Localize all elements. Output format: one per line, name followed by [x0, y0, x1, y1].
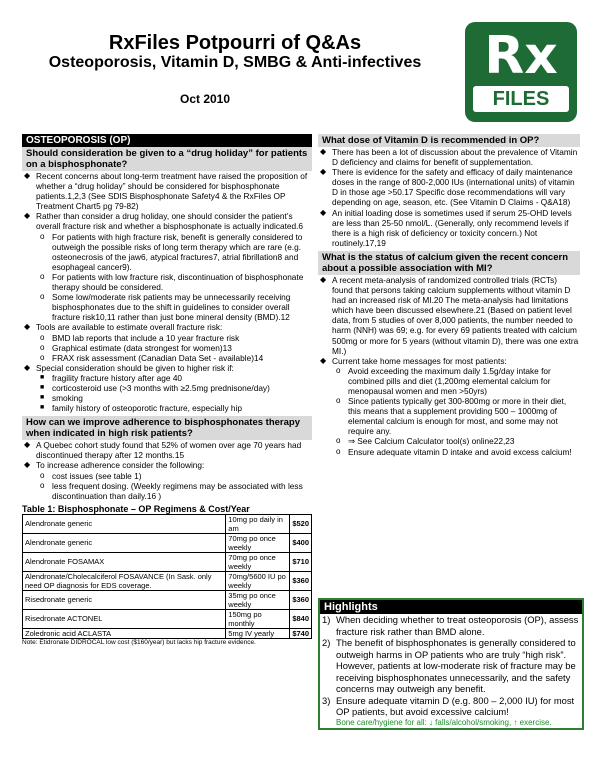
- table-row: [23, 628, 312, 638]
- highlights-box: [318, 598, 584, 730]
- highlights-heading: Highlights: [320, 600, 582, 614]
- table-cell-regimen: 35mg po once weekly: [226, 590, 290, 609]
- drug-holiday-list: [22, 171, 312, 413]
- highlight-item: [320, 637, 582, 695]
- left-column: [22, 134, 312, 646]
- highlight-text: When deciding whether to treat osteoporosis (OP), assess fracture risk rather than BMD alone.: [336, 614, 579, 637]
- list-item: ◆ Rather than consider a drug holiday, one should consider the patient’s overall fracture risk and whether a bisphosphonate is actually indicated.6: [22, 211, 312, 231]
- highlight-number: 2): [322, 637, 331, 648]
- table-cell-cost: $360: [290, 590, 312, 609]
- list-item: o ⇒ See Calcium Calculator tool(s) online22,23: [318, 436, 580, 446]
- table-cell-drug: Zoledronic acid ACLASTA: [23, 628, 226, 638]
- table-caption: Table 1: Bisphosphonate – OP Regimens & Cost/Year: [22, 503, 250, 514]
- adherence-list: [22, 440, 312, 501]
- list-item: ■ smoking: [22, 393, 312, 403]
- highlight-number: 3): [322, 694, 331, 706]
- section-heading-osteoporosis: OSTEOPOROSIS (OP): [22, 134, 312, 147]
- list-item: ◆ Special consideration should be given to higher risk if:: [22, 363, 312, 373]
- logo-rx-text: Rx: [484, 26, 558, 86]
- list-item: ◆ Current take home messages for most patients:: [318, 356, 580, 366]
- vitamin-d-list: [318, 147, 580, 248]
- list-item: ◆ A recent meta-analysis of randomized controlled trials (RCTs) found that persons taking calcium supplements without vitamin D had an increased risk of MI.20 The meta-analysis had limitations which have been discussed elsewhere.21 (Based on patient level data, from 5 studies of over 8,000 patients, the number needed to harm (NNH) was 69; e.g. for every 69 patients treated with calcium 500mg or more for 5 years (without vitamin D), there was one extra MI.): [318, 275, 580, 356]
- list-item: ■ family history of osteoporotic fracture, especially hip: [22, 403, 312, 413]
- table-cell-cost: $360: [290, 571, 312, 590]
- list-item: o For patients with low fracture risk, discontinuation of bisphosphonate therapy should be considered.: [22, 272, 312, 292]
- table-row: [23, 533, 312, 552]
- rxfiles-logo: [465, 22, 577, 122]
- list-item: ◆ An initial loading dose is sometimes used if serum 25-OHD levels are less than 25-50 nmol/L. (Generally, only recommend levels if there is a high risk of deficiency or toxicity concern.) Not routinely.17,19: [318, 208, 580, 248]
- list-item: o Some low/moderate risk patients may be unnecessarily receiving bisphosphonates due to the shift in guidelines to consider overall fracture risk10,11 rather than just bone mineral density (BMD).12: [22, 292, 312, 322]
- page-subtitle: Osteoporosis, Vitamin D, SMBG & Anti-infectives: [48, 54, 422, 71]
- page-title: RxFiles Potpourri of Q&As: [108, 32, 362, 54]
- list-item: ◆ To increase adherence consider the following:: [22, 460, 312, 470]
- list-item: o Ensure adequate vitamin D intake and avoid excess calcium!: [318, 447, 580, 457]
- table-row: [23, 514, 312, 533]
- logo-files-text: FILES: [473, 86, 569, 112]
- list-item: o FRAX risk assessment (Canadian Data Set - available)14: [22, 353, 312, 363]
- list-item: ◆ A Quebec cohort study found that 52% of women over age 70 years had discontinued therapy after 12 months.15: [22, 440, 312, 460]
- highlights-footer: Bone care/hygiene for all: ↓ falls/alcohol/smoking, ↑ exercise.: [336, 717, 552, 727]
- list-item: o Graphical estimate (data strongest for women)13: [22, 343, 312, 353]
- table-cell-regimen: 5mg IV yearly: [226, 628, 290, 638]
- list-item: ◆ Tools are available to estimate overall fracture risk:: [22, 322, 312, 332]
- table-cell-regimen: 70mg po once weekly: [226, 552, 290, 571]
- list-item: ■ fragility fracture history after age 40: [22, 373, 312, 383]
- table-cell-drug: Alendronate generic: [23, 514, 226, 533]
- table-note: Note: Etidronate DIDROCAL low cost ($160/year) but lacks hip fracture evidence.: [22, 638, 256, 646]
- issue-date: Oct 2010: [180, 92, 231, 106]
- list-item: o less frequent dosing. (Weekly regimens may be associated with less discontinuation than daily.16 ): [22, 481, 312, 501]
- table-row: [23, 552, 312, 571]
- list-item: o cost issues (see table 1): [22, 471, 312, 481]
- highlights-list: [320, 614, 582, 718]
- table-cell-drug: Risedronate ACTONEL: [23, 609, 226, 628]
- highlight-item: [320, 695, 582, 718]
- list-item: o Since patients typically get 300-800mg or more in their diet, this means that a supplement providing 500 – 1000mg of elemental calcium is enough for most, and some may not require any.: [318, 396, 580, 436]
- table-cell-cost: $520: [290, 514, 312, 533]
- list-item: ◆ There has been a lot of discussion about the prevalence of Vitamin D deficiency and claims for benefit of supplementation.: [318, 147, 580, 167]
- question-calcium: What is the status of calcium given the recent concern about a possible association with MI?: [318, 251, 580, 275]
- table-cell-drug: Alendronate/Cholecalciferol FOSAVANCE (In Sask. only need OP diagnosis for EDS coverage.: [23, 571, 226, 590]
- question-adherence: How can we improve adherence to bisphosphonates therapy when indicated in high risk patients?: [22, 416, 312, 440]
- right-column: [318, 134, 580, 457]
- list-item: o Avoid exceeding the maximum daily 1.5g/day intake for combined pills and diet (1,200mg elemental calcium for menopausal women and men >50yrs): [318, 366, 580, 396]
- question-vitamin-d: What dose of Vitamin D is recommended in OP?: [318, 134, 580, 147]
- highlight-number: 1): [322, 614, 331, 625]
- highlight-text: Ensure adequate vitamin D (e.g. 800 – 2,000 IU) for most OP patients, but avoid excessive calcium!: [336, 694, 575, 717]
- list-item: ■ corticosteroid use (>3 months with ≥2.5mg prednisone/day): [22, 383, 312, 393]
- table-row: [23, 609, 312, 628]
- table-cell-cost: $840: [290, 609, 312, 628]
- list-item: ◆ Recent concerns about long-term treatment have raised the proposition of whether a “drug holiday” should be considered for bisphosphonate patients.1,2,3 (See SDIS Bisphosphonate Safety4 & the RxFiles OP Treatment Chart5 pg 79-82): [22, 171, 312, 211]
- list-item: o For patients with high fracture risk, benefit is generally considered to outweigh the possible risks of long term therapy which are rare (e.g. osteonecrosis of the jaw6, atypical fractures7, atrial fibrillation8 and esophageal cancer9).: [22, 232, 312, 272]
- list-item: ◆ There is evidence for the safety and efficacy of daily maintenance doses in the range of 800-2,000 IUs (international units) of vitamin D in those age >50.17 Specific dose recommendations will vary depending on age, season, etc. (See Vitamin D Claims - Q&A18): [318, 167, 580, 207]
- highlight-item: [320, 614, 582, 637]
- table-cell-drug: Alendronate generic: [23, 533, 226, 552]
- table-cell-cost: $400: [290, 533, 312, 552]
- table-cell-cost: $710: [290, 552, 312, 571]
- highlight-text: The benefit of bisphosphonates is generally considered to outweigh harms in OP patients who are truly “high risk”. However, patients at low-moderate risk of fracture may be receiving bisphosphonates unnecessarily, and the safety concerns may outweigh any benefit.: [336, 637, 576, 694]
- table-cell-regimen: 10mg po daily in am: [226, 514, 290, 533]
- table-cell-drug: Alendronate FOSAMAX: [23, 552, 226, 571]
- list-item: o BMD lab reports that include a 10 year fracture risk: [22, 333, 312, 343]
- table-cell-regimen: 70mg po once weekly: [226, 533, 290, 552]
- table-row: [23, 590, 312, 609]
- table-cell-drug: Risedronate generic: [23, 590, 226, 609]
- question-drug-holiday: Should consideration be given to a “drug holiday” for patients on a bisphosphonate?: [22, 147, 312, 171]
- bisphosphonate-cost-table: [22, 514, 312, 639]
- table-row: [23, 571, 312, 590]
- table-cell-cost: $740: [290, 628, 312, 638]
- table-cell-regimen: 70mg/5600 IU po weekly: [226, 571, 290, 590]
- table-cell-regimen: 150mg po monthly: [226, 609, 290, 628]
- calcium-list: [318, 275, 580, 457]
